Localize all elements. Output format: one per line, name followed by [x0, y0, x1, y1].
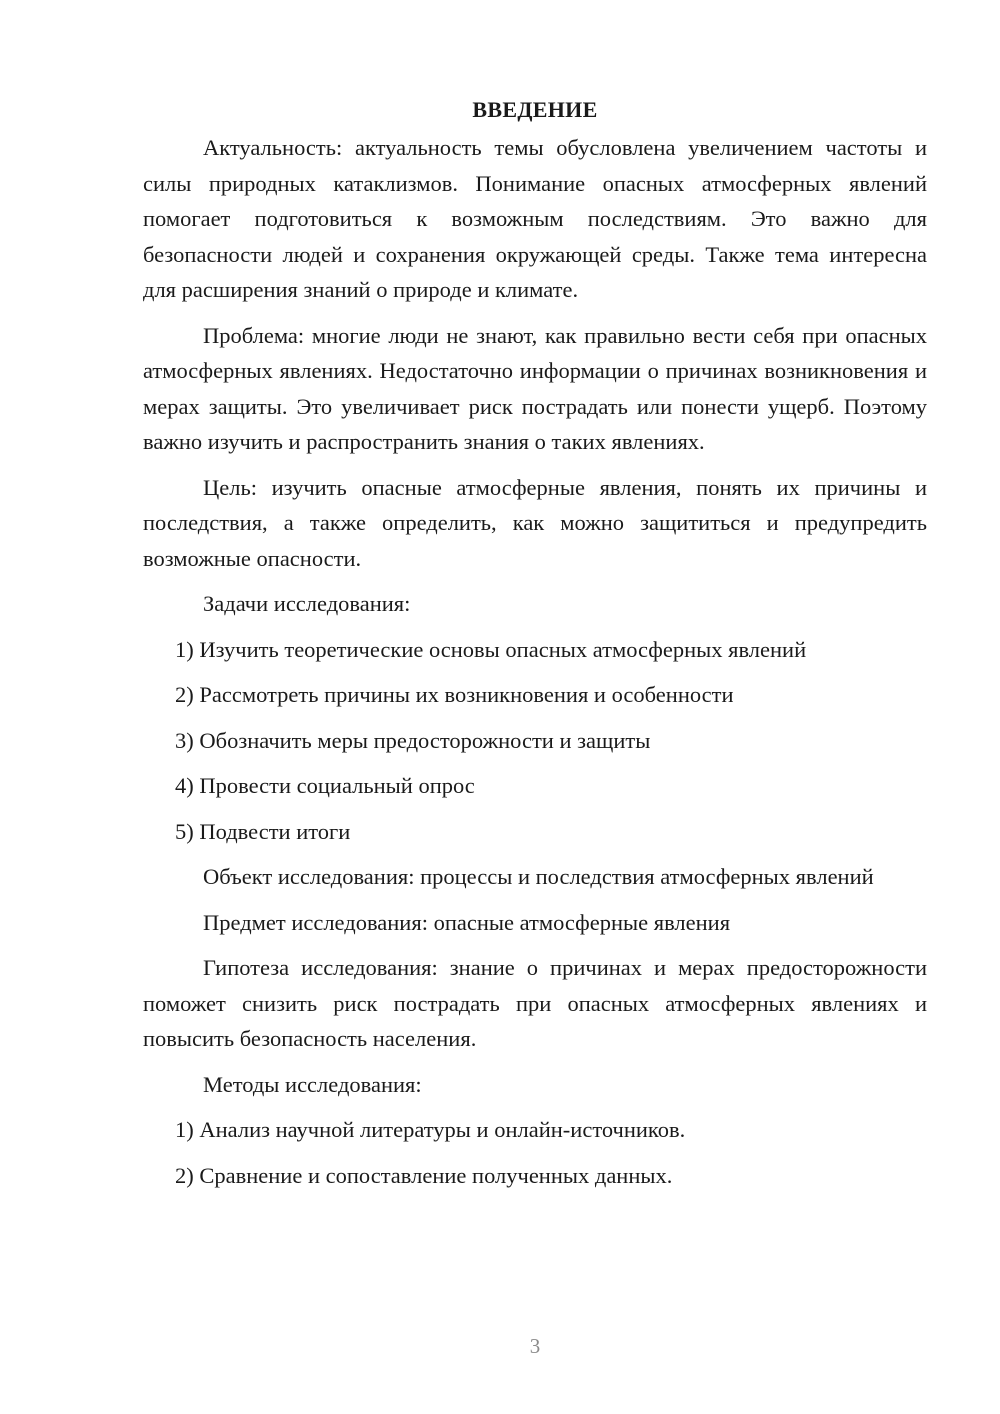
task-item-5: 5) Подвести итоги — [175, 818, 351, 844]
page-number: 3 — [529, 1334, 541, 1358]
task-item-2: 2) Рассмотреть причины их возникновения и особенности — [175, 682, 734, 707]
problem-paragraph: Проблема: многие люди не знают, как правильно вести себя при опасных атмосферных явлениях. Недостаточно информации о причинах возникновения и мерах защиты. Это увеличивает риск пострадать или понести ущерб. Поэтому важно изучить и распространить знания о таких явлениях. — [143, 322, 927, 454]
task-item-4: 4) Провести социальный опрос — [175, 773, 475, 798]
subject-paragraph: Предмет исследования: опасные атмосферные явления — [203, 909, 731, 935]
object-paragraph: Объект исследования: процессы и последствия атмосферных явлений — [203, 864, 874, 889]
document-page — [143, 90, 927, 1193]
task-item-3: 3) Обозначить меры предосторожности и защиты — [175, 727, 651, 753]
relevance-paragraph: Актуальность: актуальность темы обусловлена увеличением частоты и силы природных катаклизмов. Понимание опасных атмосферных явлений помогает подготовиться к возможным последствиям. Это важно для безопасности людей и сохранения окружающей среды. Также тема интересна для расширения знаний о природе и климате. — [143, 135, 927, 302]
method-item-2: 2) Сравнение и сопоставление полученных данных. — [175, 1162, 673, 1188]
method-item-1: 1) Анализ научной литературы и онлайн-источников. — [175, 1117, 686, 1142]
hypothesis-paragraph: Гипотеза исследования: знание о причинах и мерах предосторожности поможет снизить риск пострадать при опасных атмосферных явлениях и повысить безопасность населения. — [143, 955, 927, 1051]
section-title: ВВЕДЕНИЕ — [472, 97, 598, 122]
goal-paragraph: Цель: изучить опасные атмосферные явления, понять их причины и последствия, а также определить, как можно защититься и предупредить возможные опасности. — [143, 474, 927, 571]
task-item-1: 1) Изучить теоретические основы опасных атмосферных явлений — [175, 636, 807, 662]
tasks-heading: Задачи исследования: — [203, 591, 411, 616]
methods-heading: Методы исследования: — [203, 1071, 422, 1097]
